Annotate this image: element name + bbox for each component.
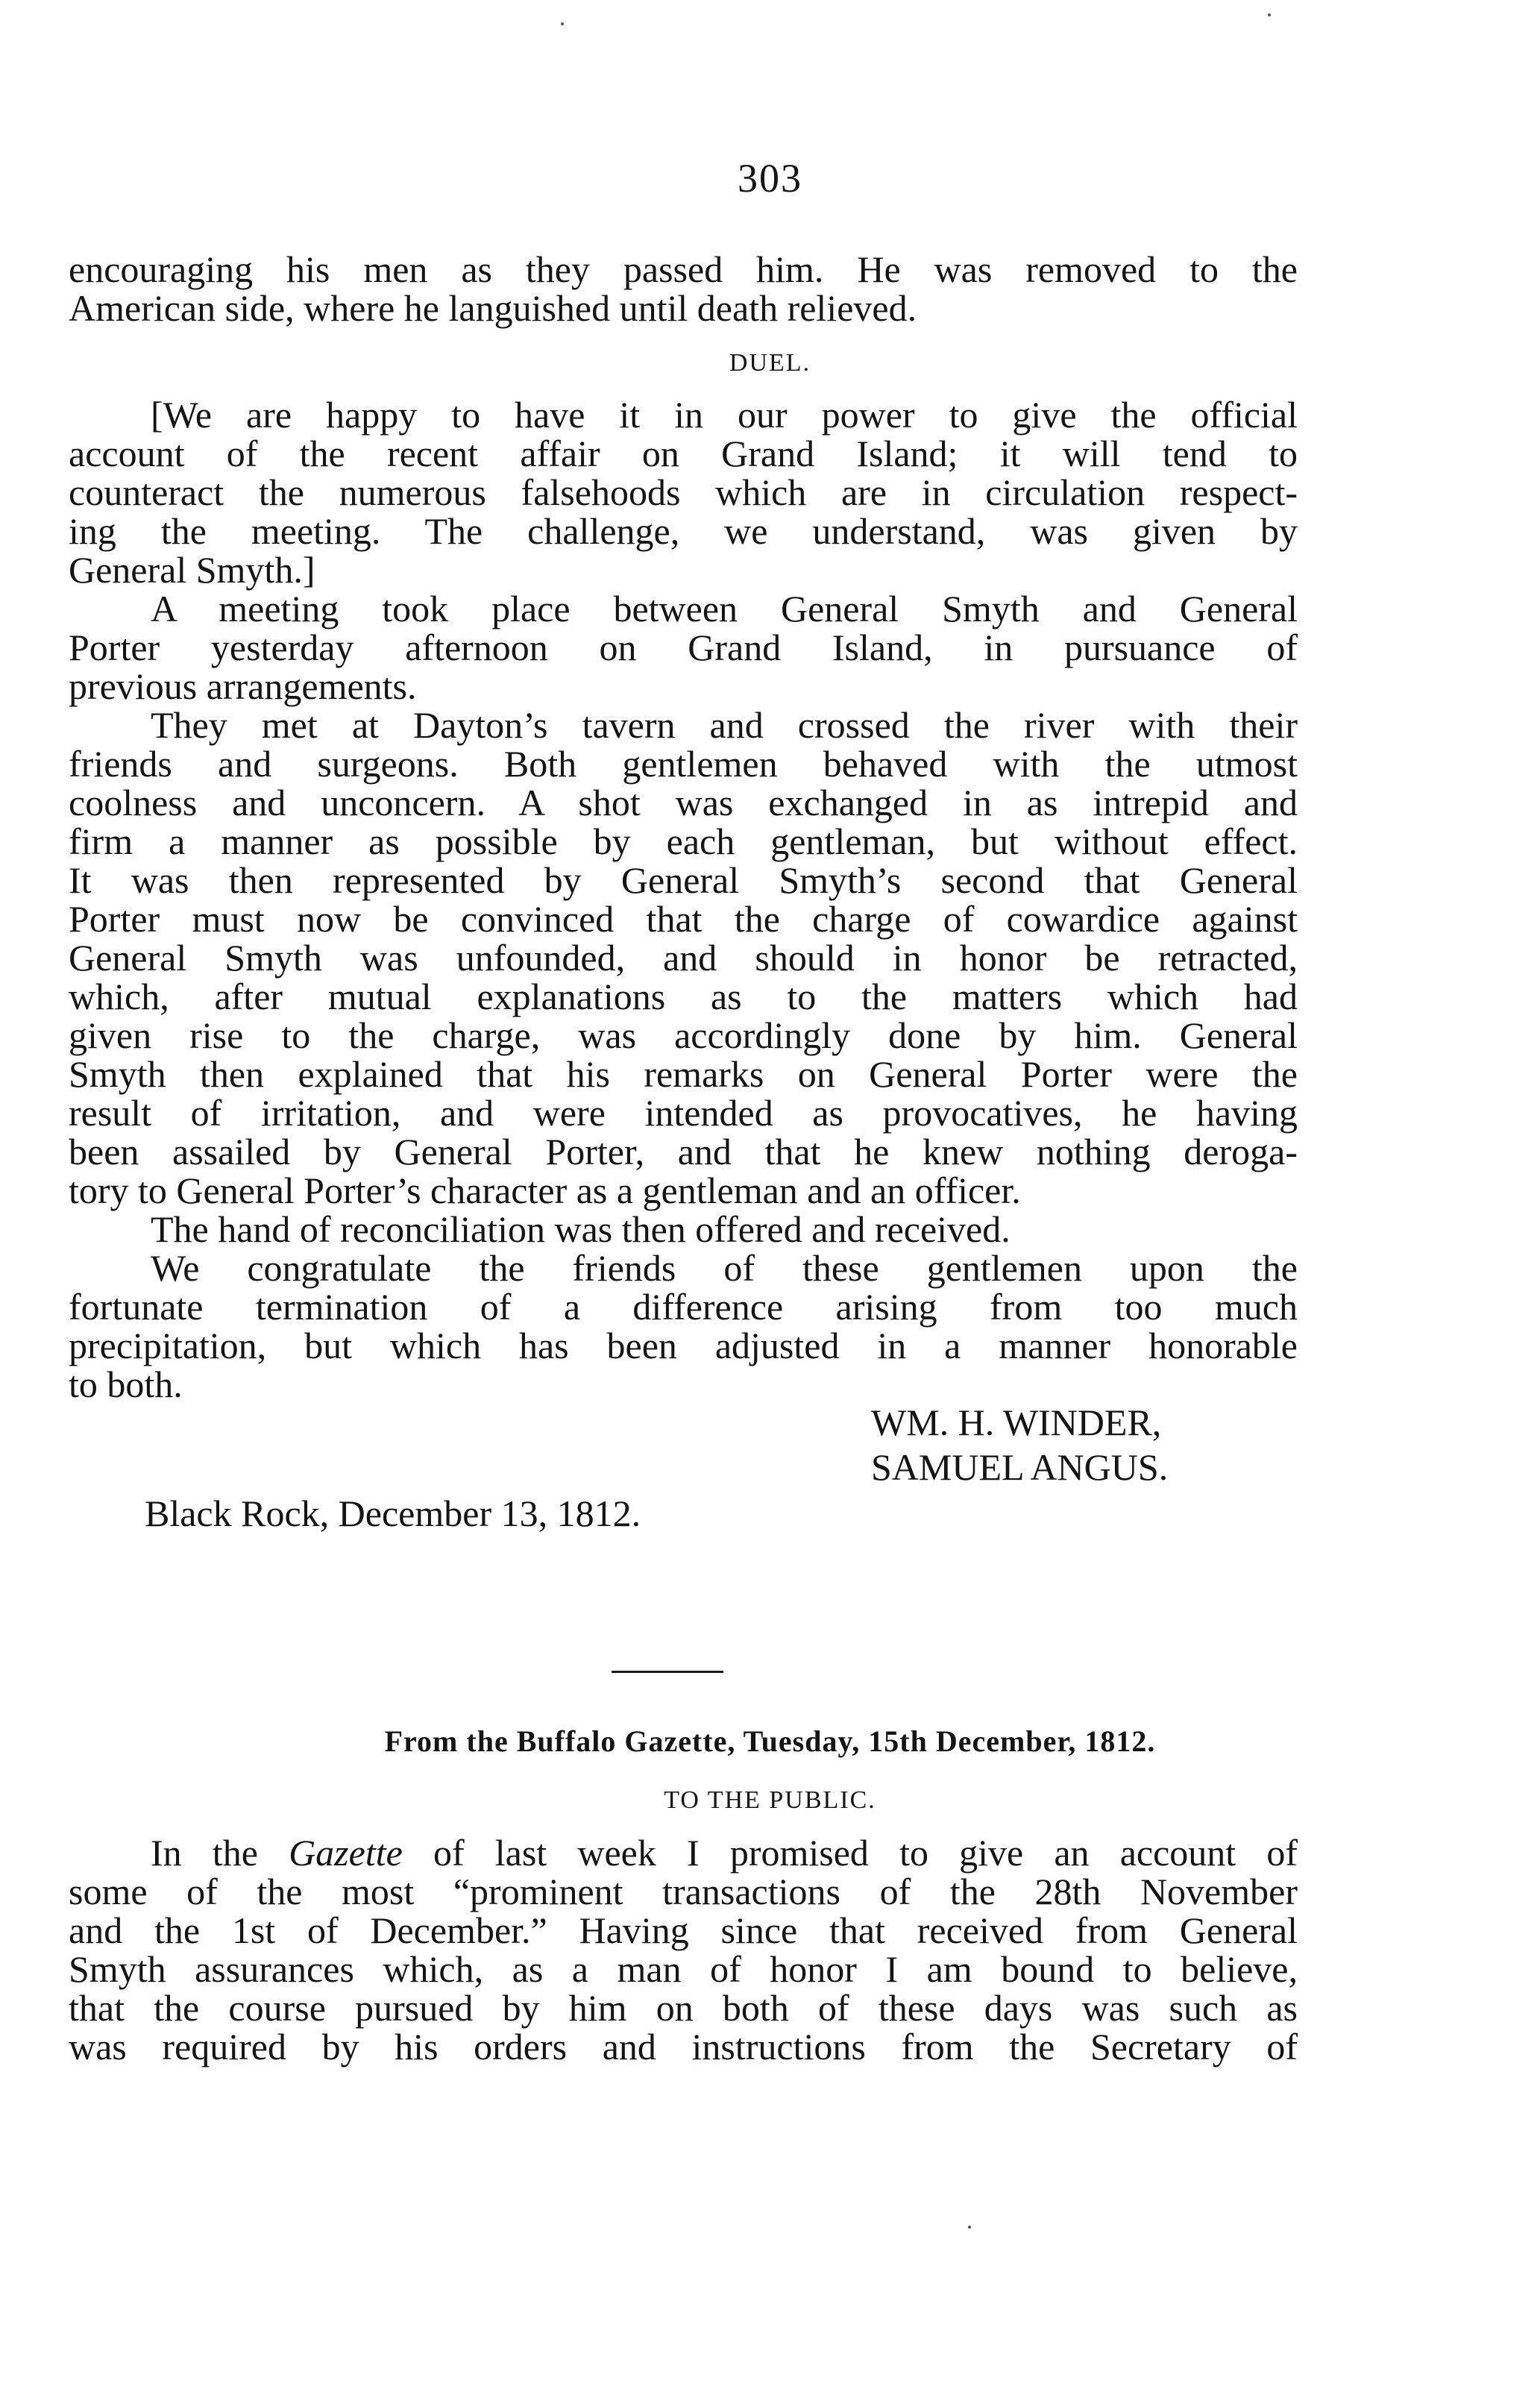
text-line: American side, where he languished until death relieved. bbox=[69, 287, 917, 329]
section-heading-duel: DUEL. bbox=[729, 349, 811, 377]
text-line: precipitation, but which has been adjusted in a manner honorable bbox=[69, 1325, 1298, 1366]
page-number: 303 bbox=[738, 156, 802, 201]
text-lead: In the bbox=[151, 1832, 289, 1874]
text-line: counteract the numerous falsehoods which are in circulation respect- bbox=[69, 471, 1298, 513]
text-line: result of irritation, and were intended as provocatives, he having bbox=[69, 1092, 1298, 1134]
text-line: and the 1st of December.” Having since that received from General bbox=[69, 1909, 1298, 1951]
text-line: some of the most “prominent transactions of the 28th November bbox=[69, 1871, 1298, 1912]
text-line: tory to General Porter’s character as a gentleman and an officer. bbox=[69, 1169, 1021, 1211]
duel-paragraph-editorial bbox=[69, 395, 1298, 589]
text-line: Porter must now be convinced that the charge of cowardice against bbox=[69, 898, 1298, 940]
public-paragraph bbox=[69, 1833, 1298, 2066]
text-line: We congratulate the friends of these gentlemen upon the bbox=[151, 1247, 1298, 1289]
text-line: Porter yesterday afternoon on Grand Island, in pursuance of bbox=[69, 627, 1298, 668]
section-divider bbox=[612, 1671, 723, 1673]
text-line: to both. bbox=[69, 1363, 183, 1405]
text-line: They met at Dayton’s tavern and crossed the river with their bbox=[151, 704, 1298, 746]
text-line: [We are happy to have it in our power to give the official bbox=[151, 394, 1298, 436]
text-line: encouraging his men as they passed him. He was removed to the bbox=[69, 248, 1298, 290]
signatory-angus: SAMUEL ANGUS. bbox=[871, 1446, 1169, 1488]
text-line: A meeting took place between General Smyth and General bbox=[151, 588, 1298, 629]
text-line: coolness and unconcern. A shot was exchanged in as intrepid and bbox=[69, 782, 1298, 823]
text-line: Smyth assurances which, as a man of honor I am bound to believe, bbox=[69, 1948, 1298, 1990]
text-rest: of last week I promised to give an account of bbox=[402, 1832, 1298, 1874]
text-line: fortunate termination of a difference arising from too much bbox=[69, 1286, 1298, 1328]
scan-speck bbox=[968, 2226, 971, 2229]
text-line: The hand of reconciliation was then offered and received. bbox=[151, 1208, 1011, 1250]
text-line: account of the recent affair on Grand Island; it will tend to bbox=[69, 433, 1298, 474]
opening-text bbox=[69, 250, 1298, 327]
text-line: Smyth then explained that his remarks on General Porter were the bbox=[69, 1053, 1298, 1095]
text-italic-gazette: Gazette bbox=[289, 1832, 403, 1874]
text-line-first bbox=[69, 1833, 1298, 1872]
duel-paragraph-account bbox=[69, 706, 1298, 1210]
dateline: Black Rock, December 13, 1812. bbox=[145, 1492, 641, 1534]
scan-speck bbox=[1268, 13, 1271, 16]
text-line: General Smyth.] bbox=[69, 549, 315, 591]
duel-paragraph-congratulation bbox=[69, 1249, 1298, 1404]
signatory-winder: WM. H. WINDER, bbox=[871, 1401, 1162, 1443]
text-line: been assailed by General Porter, and that he knew nothing deroga- bbox=[69, 1131, 1298, 1172]
text-line: It was then represented by General Smyth’s second that General bbox=[69, 859, 1298, 901]
text-line: General Smyth was unfounded, and should in honor be retracted, bbox=[69, 937, 1298, 979]
source-heading: From the Buffalo Gazette, Tuesday, 15th December, 1812. bbox=[384, 1724, 1156, 1758]
text-line: firm a manner as possible by each gentleman, but without effect. bbox=[69, 820, 1298, 862]
text-line: which, after mutual explanations as to the matters which had bbox=[69, 976, 1298, 1017]
text-line: was required by his orders and instructions from the Secretary of bbox=[69, 2026, 1298, 2068]
duel-paragraph-reconciliation bbox=[69, 1210, 1298, 1249]
duel-paragraph-meeting bbox=[69, 589, 1298, 706]
text-line: that the course pursued by him on both of these days was such as bbox=[69, 1987, 1298, 2029]
text-line: ing the meeting. The challenge, we understand, was given by bbox=[69, 510, 1298, 552]
text-line: given rise to the charge, was accordingly done by him. General bbox=[69, 1014, 1298, 1056]
scan-speck bbox=[561, 22, 564, 25]
section-heading-public: TO THE PUBLIC. bbox=[664, 1786, 876, 1814]
text-line: previous arrangements. bbox=[69, 665, 417, 707]
text-line: friends and surgeons. Both gentlemen behaved with the utmost bbox=[69, 743, 1298, 785]
